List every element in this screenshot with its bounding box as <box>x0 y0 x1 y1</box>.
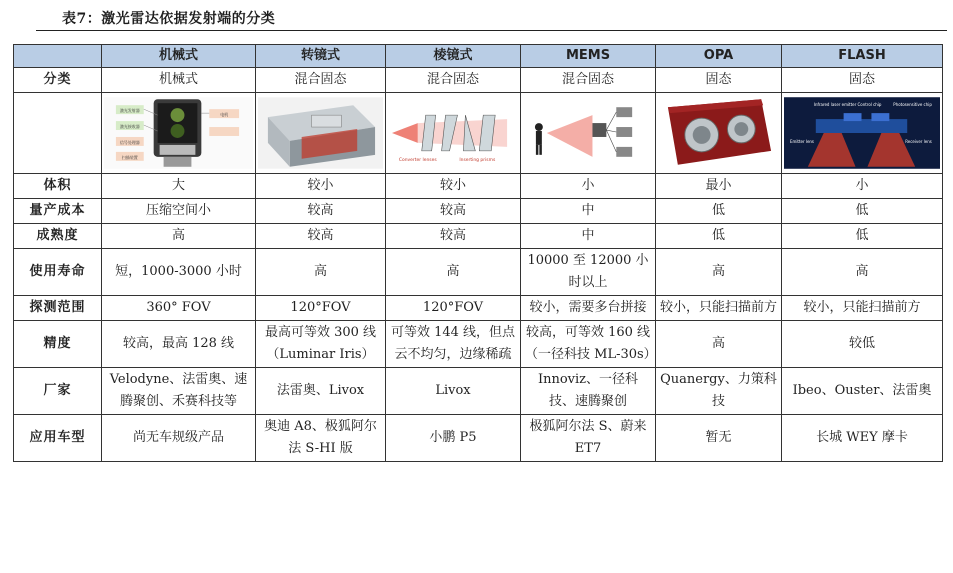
table-row <box>14 174 943 199</box>
table-row <box>14 68 943 93</box>
flash-lidar-diagram <box>784 97 940 169</box>
table-cell: 中 <box>521 199 656 224</box>
table-cell: 最小 <box>656 174 782 199</box>
row-label: 探测范围 <box>14 296 102 321</box>
rotating-mirror-lidar-photo <box>258 97 383 169</box>
title-rule <box>36 30 947 31</box>
row-label: 厂家 <box>14 368 102 415</box>
table-cell: 可等效 144 线，但点云不均匀，边缘稀疏 <box>386 321 521 368</box>
table-cell: 低 <box>656 199 782 224</box>
mechanical-lidar-image <box>102 93 256 174</box>
table-cell: 较小，只能扫描前方 <box>782 296 943 321</box>
svg-text:Receiver lens: Receiver lens <box>905 138 932 144</box>
opa-lidar-image <box>656 93 782 174</box>
table-cell: 小 <box>521 174 656 199</box>
table-row <box>14 224 943 249</box>
table-cell: 较高 <box>256 224 386 249</box>
table-row <box>14 249 943 296</box>
table-cell: 长城 WEY 摩卡 <box>782 415 943 462</box>
table-cell: 机械式 <box>102 68 256 93</box>
rotating-mirror-lidar-image <box>256 93 386 174</box>
svg-text:扫描装置: 扫描装置 <box>121 154 138 160</box>
svg-text:电机: 电机 <box>220 112 229 118</box>
header-row <box>14 45 943 68</box>
table-cell: Innoviz、一径科技、速腾聚创 <box>521 368 656 415</box>
image-row <box>14 93 943 174</box>
mems-lidar-diagram <box>523 97 653 169</box>
row-label-empty <box>14 93 102 174</box>
table-row <box>14 321 943 368</box>
svg-text:激光发射器: 激光发射器 <box>119 108 140 114</box>
svg-text:Converter lenses: Converter lenses <box>398 157 437 163</box>
table-cell: 大 <box>102 174 256 199</box>
table-row <box>14 199 943 224</box>
row-label: 精度 <box>14 321 102 368</box>
table-cell: 极狐阿尔法 S、蔚来 ET7 <box>521 415 656 462</box>
table-cell: 尚无车规级产品 <box>102 415 256 462</box>
table-cell: 高 <box>386 249 521 296</box>
table-cell: 120°FOV <box>386 296 521 321</box>
svg-text:信号处理器: 信号处理器 <box>119 139 140 145</box>
table-cell: 较高 <box>386 224 521 249</box>
table-row <box>14 415 943 462</box>
table-cell: 高 <box>656 321 782 368</box>
svg-text:激光接收器: 激光接收器 <box>119 124 140 130</box>
table-cell: 高 <box>256 249 386 296</box>
table-cell: 较小 <box>386 174 521 199</box>
svg-text:Control chip: Control chip <box>857 102 882 108</box>
table-cell: 较小，需要多台拼接 <box>521 296 656 321</box>
table-cell: 较低 <box>782 321 943 368</box>
table-cell: 暂无 <box>656 415 782 462</box>
row-label: 体积 <box>14 174 102 199</box>
table-cell: 混合固态 <box>386 68 521 93</box>
table-cell: 低 <box>782 199 943 224</box>
table-cell: 混合固态 <box>256 68 386 93</box>
table-cell: 较小 <box>256 174 386 199</box>
table-cell: 120°FOV <box>256 296 386 321</box>
table-row <box>14 296 943 321</box>
row-label: 分类 <box>14 68 102 93</box>
header-flash: FLASH <box>782 45 943 68</box>
lidar-classification-table <box>13 44 943 462</box>
table-cell: 中 <box>521 224 656 249</box>
table-cell: 最高可等效 300 线（Luminar Iris） <box>256 321 386 368</box>
page-title: 表7：激光雷达依据发射端的分类 <box>62 11 276 27</box>
svg-text:Infrared laser emitter: Infrared laser emitter <box>813 102 857 108</box>
table-cell: Ibeo、Ouster、法雷奥 <box>782 368 943 415</box>
header-mechanical: 机械式 <box>102 45 256 68</box>
table-cell: 较高，可等效 160 线（一径科技 ML-30s） <box>521 321 656 368</box>
table-cell: 高 <box>102 224 256 249</box>
header-corner <box>14 45 102 68</box>
opa-lidar-photo <box>658 97 779 169</box>
svg-text:Emitter lens: Emitter lens <box>789 138 815 144</box>
table-cell: 小鹏 P5 <box>386 415 521 462</box>
table-cell: 短，1000-3000 小时 <box>102 249 256 296</box>
mechanical-lidar-diagram <box>104 97 253 169</box>
table-cell: 较小，只能扫描前方 <box>656 296 782 321</box>
row-label: 使用寿命 <box>14 249 102 296</box>
mems-lidar-image <box>521 93 656 174</box>
table-cell: 360° FOV <box>102 296 256 321</box>
table-cell: Velodyne、法雷奥、速腾聚创、禾赛科技等 <box>102 368 256 415</box>
table-cell: 低 <box>656 224 782 249</box>
table-cell: Quanergy、力策科技 <box>656 368 782 415</box>
table-cell: 压缩空间小 <box>102 199 256 224</box>
table-cell: 高 <box>782 249 943 296</box>
table-row <box>14 368 943 415</box>
row-label: 量产成本 <box>14 199 102 224</box>
table-cell: 较高 <box>256 199 386 224</box>
table-cell: 低 <box>782 224 943 249</box>
table-cell: 混合固态 <box>521 68 656 93</box>
header-rotating-mirror: 转镜式 <box>256 45 386 68</box>
svg-text:Inserting prisms: Inserting prisms <box>459 157 496 163</box>
flash-lidar-image <box>782 93 943 174</box>
table-cell: 10000 至 12000 小时以上 <box>521 249 656 296</box>
table-cell: 小 <box>782 174 943 199</box>
table-cell: 固态 <box>782 68 943 93</box>
table-cell: 较高 <box>386 199 521 224</box>
svg-text:Photosensitive chip: Photosensitive chip <box>893 102 932 108</box>
table-cell: 高 <box>656 249 782 296</box>
header-mems: MEMS <box>521 45 656 68</box>
header-prism: 棱镜式 <box>386 45 521 68</box>
prism-lidar-image <box>386 93 521 174</box>
table-cell: 奥迪 A8、极狐阿尔法 S-HI 版 <box>256 415 386 462</box>
row-label: 应用车型 <box>14 415 102 462</box>
row-label: 成熟度 <box>14 224 102 249</box>
table-cell: Livox <box>386 368 521 415</box>
table-cell: 固态 <box>656 68 782 93</box>
table-cell: 法雷奥、Livox <box>256 368 386 415</box>
table-cell: 较高，最高 128 线 <box>102 321 256 368</box>
header-opa: OPA <box>656 45 782 68</box>
prism-lidar-diagram <box>388 97 518 169</box>
